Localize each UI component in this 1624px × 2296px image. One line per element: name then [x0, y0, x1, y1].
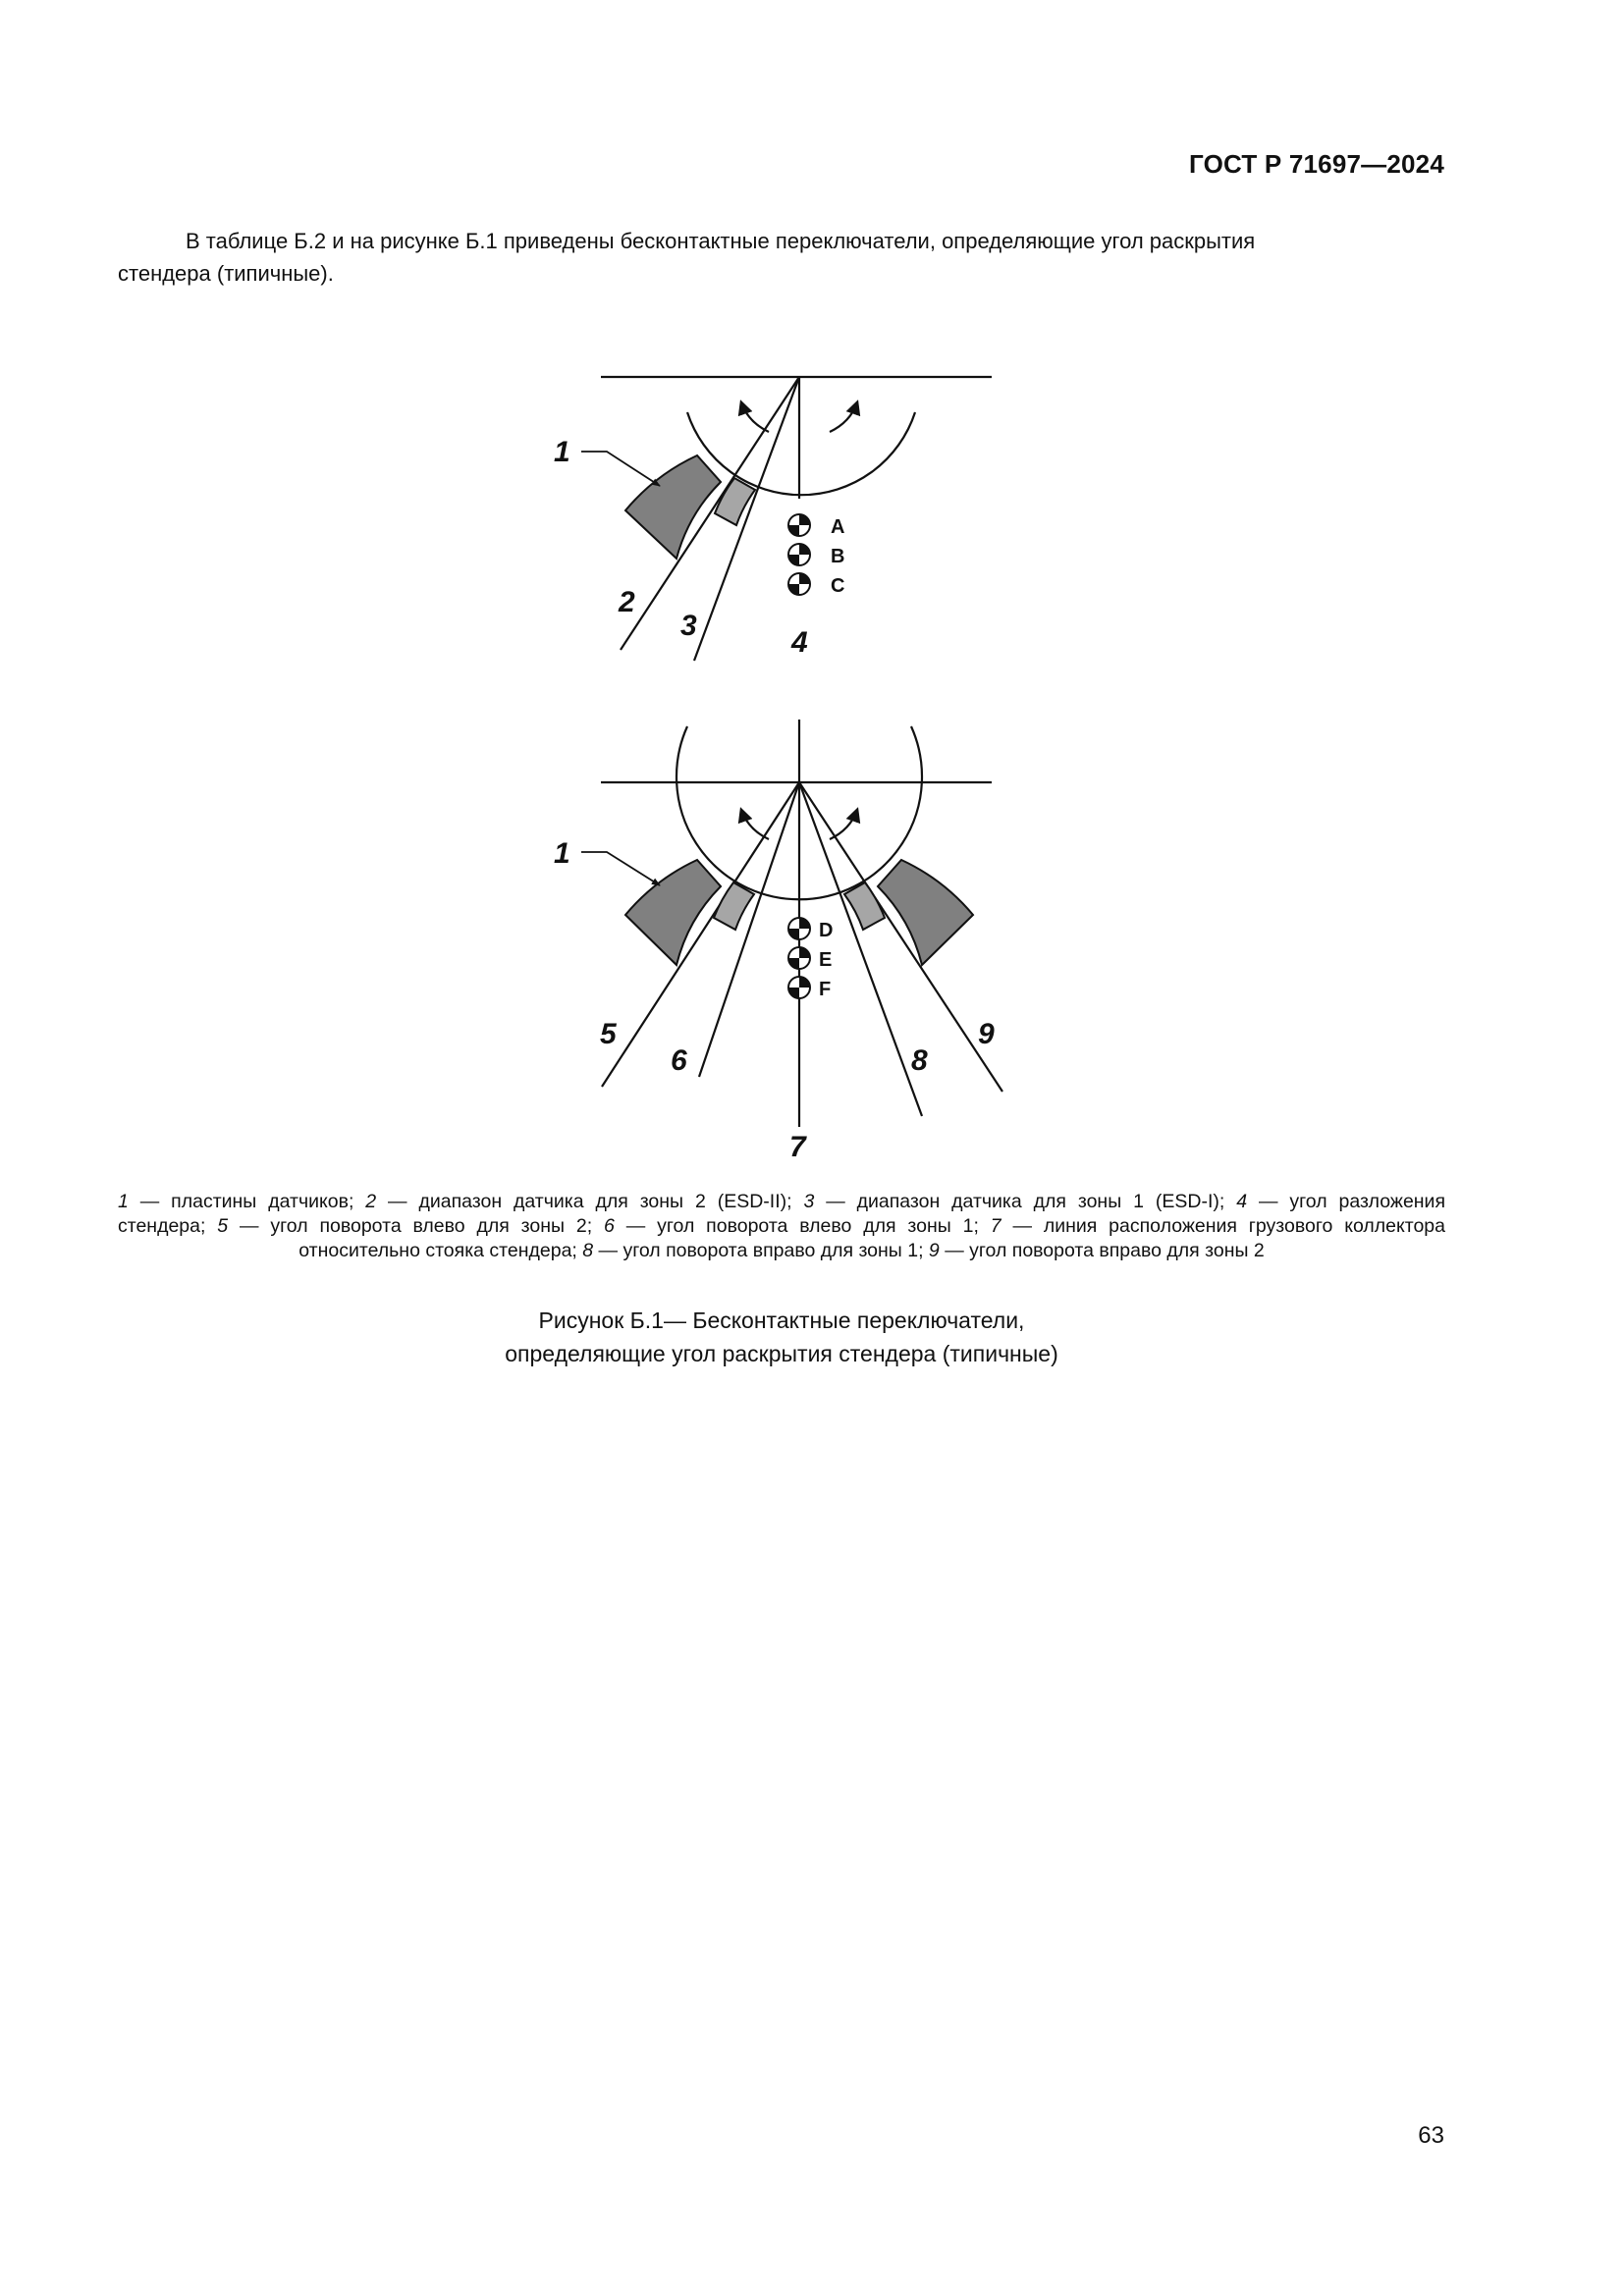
- sensor-label-c: C: [831, 575, 845, 597]
- bottom-label-1-leader: [581, 852, 660, 885]
- sensor-label-b: B: [831, 546, 845, 567]
- top-sensor-plate-dark: [625, 455, 721, 559]
- top-label-4: 4: [791, 626, 808, 659]
- bottom-left-sensor-plate-dark: [625, 860, 721, 965]
- top-label-3: 3: [680, 610, 697, 642]
- top-rotation-arrow-right: [830, 402, 857, 432]
- bottom-label-7: 7: [789, 1131, 806, 1163]
- sensor-a: [788, 514, 810, 536]
- bottom-label-8: 8: [911, 1044, 928, 1077]
- legend-line-3: относительно стояка стендера; 8 — угол поворота вправо для зоны 1; 9 — угол поворота вправо для зоны 2: [298, 1240, 1265, 1261]
- sensor-d: [788, 918, 810, 939]
- document-header: ГОСТ Р 71697—2024: [1189, 149, 1444, 179]
- figure-caption: [118, 1304, 1445, 1370]
- intro-line-1: В таблице Б.2 и на рисунке Б.1 приведены бесконтактные переключатели, определяющие угол раскрытия: [186, 229, 1256, 253]
- legend-line-1: 1 — пластины датчиков; 2 — диапазон датчика для зоны 2 (ESD-II); 3 — диапазон датчика для зоны 1 (ESD-I); 4 — угол разложения: [118, 1191, 1446, 1212]
- top-label-1: 1: [554, 436, 570, 468]
- bottom-label-9: 9: [978, 1018, 995, 1050]
- sensor-label-d: D: [819, 920, 834, 941]
- sensor-b: [788, 544, 810, 565]
- top-label-1-leader: [581, 452, 660, 486]
- intro-line-2: стендера (типичные).: [118, 261, 334, 286]
- bottom-label-6: 6: [671, 1044, 687, 1077]
- sensor-e: [788, 947, 810, 969]
- figure-caption-line-2: определяющие угол раскрытия стендера (типичные): [505, 1341, 1058, 1366]
- bottom-range-line-8: [799, 782, 922, 1116]
- top-sensor-plate-light: [715, 478, 755, 525]
- bottom-label-5: 5: [600, 1018, 617, 1050]
- top-label-2: 2: [619, 586, 635, 618]
- page-number: 63: [1418, 2122, 1444, 2149]
- sensor-c: [788, 573, 810, 595]
- sensor-label-f: F: [819, 979, 832, 1000]
- sensor-label-a: A: [831, 516, 845, 538]
- bottom-left-sensor-plate-light: [714, 882, 754, 930]
- top-range-line-3: [694, 377, 799, 661]
- legend-line-2: стендера; 5 — угол поворота влево для зоны 2; 6 — угол поворота влево для зоны 1; 7 — линия расположения грузового коллектора: [118, 1215, 1445, 1237]
- bottom-right-sensor-plate-dark: [878, 860, 973, 965]
- top-rotation-arrow-left: [741, 402, 769, 432]
- figure-caption-line-1: Рисунок Б.1— Бесконтактные переключатели,: [538, 1308, 1025, 1333]
- bottom-range-line-5: [602, 782, 799, 1087]
- bottom-range-line-6: [699, 782, 799, 1077]
- sensor-label-e: E: [819, 949, 833, 971]
- figure-legend: [118, 1190, 1445, 1263]
- sensor-f: [788, 977, 810, 998]
- bottom-label-1: 1: [554, 837, 570, 870]
